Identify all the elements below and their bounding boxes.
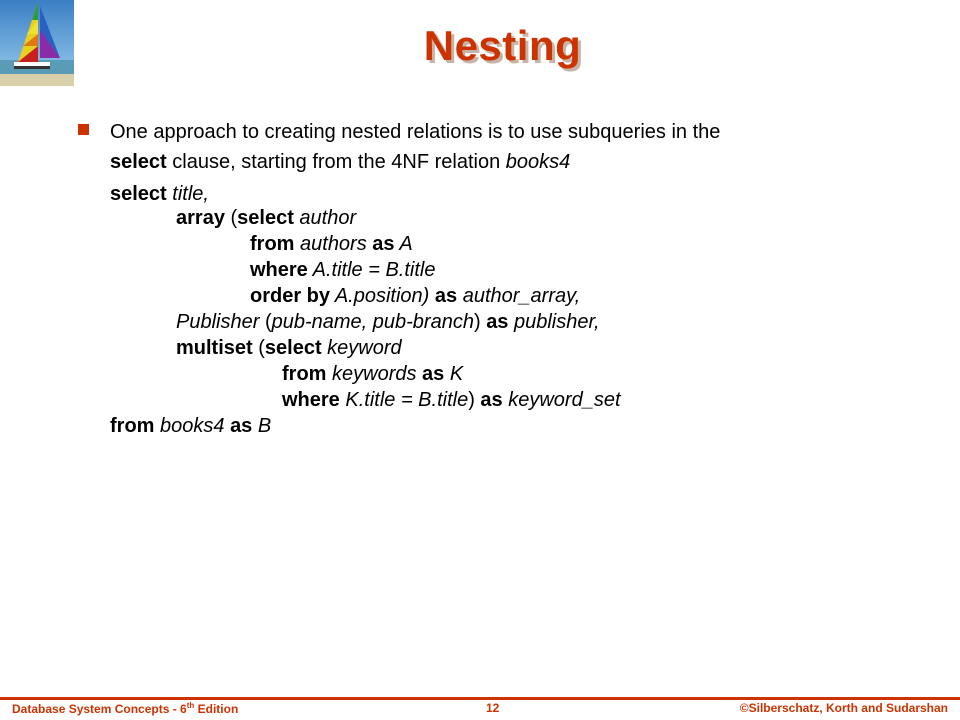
code-keyword: array [176,207,225,229]
code-keyword: select [264,337,322,359]
code-keyword: from [282,363,327,385]
code-keyword: from [110,415,155,437]
code-line-6 [176,310,600,334]
code-keyword: from [250,233,295,255]
code-keyword: select [110,183,167,205]
code-text: books4 [154,415,231,437]
keyword-select: select [110,151,167,173]
code-keyword: order by [250,285,331,307]
code-line-4 [250,258,435,282]
code-line-1 [110,182,209,206]
code-text: K [444,363,464,385]
code-keyword: multiset [176,337,253,359]
code-text: ( [252,337,265,359]
code-text: keyword_set [502,389,621,411]
code-text: author_array, [457,285,581,307]
footer-copyright: ©Silberschatz, Korth and Sudarshan [739,701,948,715]
code-keyword: as [372,233,395,255]
bullet-text-part1: One approach to creating nested relations is to use subqueries in the [110,121,721,143]
code-text: Publisher [176,311,260,333]
code-keyword: as [434,285,458,307]
bullet-text [110,117,890,177]
code-keyword: as [230,415,253,437]
code-text: pub-name, pub-branch [271,311,474,333]
footer-page-number: 12 [486,701,500,715]
code-keyword: select [237,207,294,229]
code-text: keyword [321,337,402,359]
code-text: keywords [326,363,423,385]
code-keyword: as [486,311,509,333]
code-keyword: as [422,363,445,385]
code-text: title, [166,183,209,205]
page-title: Nesting [423,22,582,69]
code-line-9 [282,388,621,412]
code-text: author [293,207,357,229]
code-line-2 [176,206,356,230]
code-line-3 [250,232,413,256]
code-text: A.position) [330,285,435,307]
code-text: A.title = B.title [307,259,436,281]
code-line-5 [250,284,580,308]
code-text: ( [224,207,238,229]
code-line-10 [110,414,271,438]
bullet-text-part2: clause, starting from the 4NF relation [166,151,506,173]
code-keyword: where [282,389,340,411]
code-text: authors [294,233,373,255]
square-bullet-icon [78,124,89,135]
footer-book-title [12,701,238,716]
code-text: ) [473,311,487,333]
footer-edition: Edition [194,702,239,716]
relation-name: books4 [505,151,571,173]
code-text: ) [468,389,481,411]
footer-divider [0,697,960,700]
code-text: ( [259,311,272,333]
code-keyword: where [250,259,308,281]
footer-edition-sup: th [186,701,195,710]
code-line-7 [176,336,402,360]
code-keyword: as [480,389,503,411]
code-text: A [394,233,413,255]
code-line-8 [282,362,463,386]
code-text: publisher, [508,311,600,333]
code-text: B [252,415,272,437]
footer-book-name: Database System Concepts - 6 [12,702,187,716]
code-text: K.title = B.title [339,389,469,411]
